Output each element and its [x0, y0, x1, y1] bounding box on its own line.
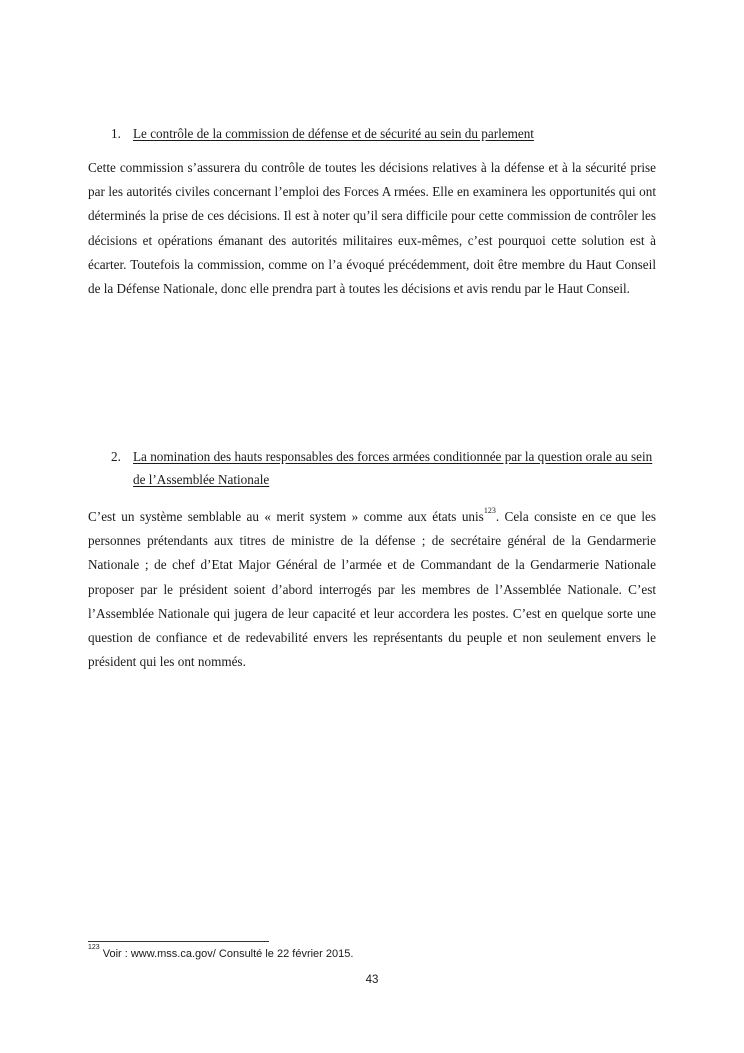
footnote-reference[interactable]: 123	[483, 505, 496, 515]
page-number: 43	[365, 974, 379, 986]
section-1-number: 1.	[111, 126, 121, 141]
section-2-text-end: . Cela consiste en ce que les personnes prétendants aux titres de ministre de la défense ; de secrétaire général de la Gendarmerie Nationale ; de chef d’Etat Major Général de l’armée et de Commandant de la Gendarmerie Nationale proposer par le président soient d’abord interrogés par les membres de l’Assemblée Nationale. C’est l’Assemblée Nationale qui jugera de leur capacité et leur accordera les postes. C’est en quelque sorte une question de confiance et de redevabilité envers les représentants du peuple et non seulement envers le président qui les ont nommés.	[88, 509, 656, 670]
section-1-paragraph: Cette commission s’assurera du contrôle de toutes les décisions relatives à la défense et à la sécurité prise par les autorités civiles concernant l’emploi des Forces A rmées. Elle en examinera les opportunités qui ont déterminés la prise de ces décisions. Il est à noter qu’il sera difficile pour cette commission de contrôler les décisions et opérations émanant des autorités militaires eux-mêmes, c’est pourquoi cette solution est à écarter. Toutefois la commission, comme on l’a évoqué précédemment, doit être membre du Haut Conseil de la Défense Nationale, donc elle prendra part à toutes les décisions et avis rendu par le Haut Conseil.	[88, 160, 656, 297]
section-2-number: 2.	[111, 449, 121, 464]
footnote-text: Voir : www.mss.ca.gov/ Consulté le 22 février 2015.	[99, 948, 354, 960]
section-2-heading	[111, 445, 657, 491]
section-2-paragraph	[88, 505, 656, 674]
section-2-title: La nomination des hauts responsables des forces armées conditionnée par la question orale au sein de l’Assemblée Nationale	[133, 449, 653, 487]
footnote-divider	[88, 941, 269, 942]
section-2-text-start: C’est un système semblable au « merit system » comme aux états unis	[88, 509, 484, 524]
section-1-title: Le contrôle de la commission de défense et de sécurité au sein du parlement	[133, 126, 534, 141]
footnote	[88, 944, 354, 961]
footnote-number: 123	[88, 944, 100, 952]
